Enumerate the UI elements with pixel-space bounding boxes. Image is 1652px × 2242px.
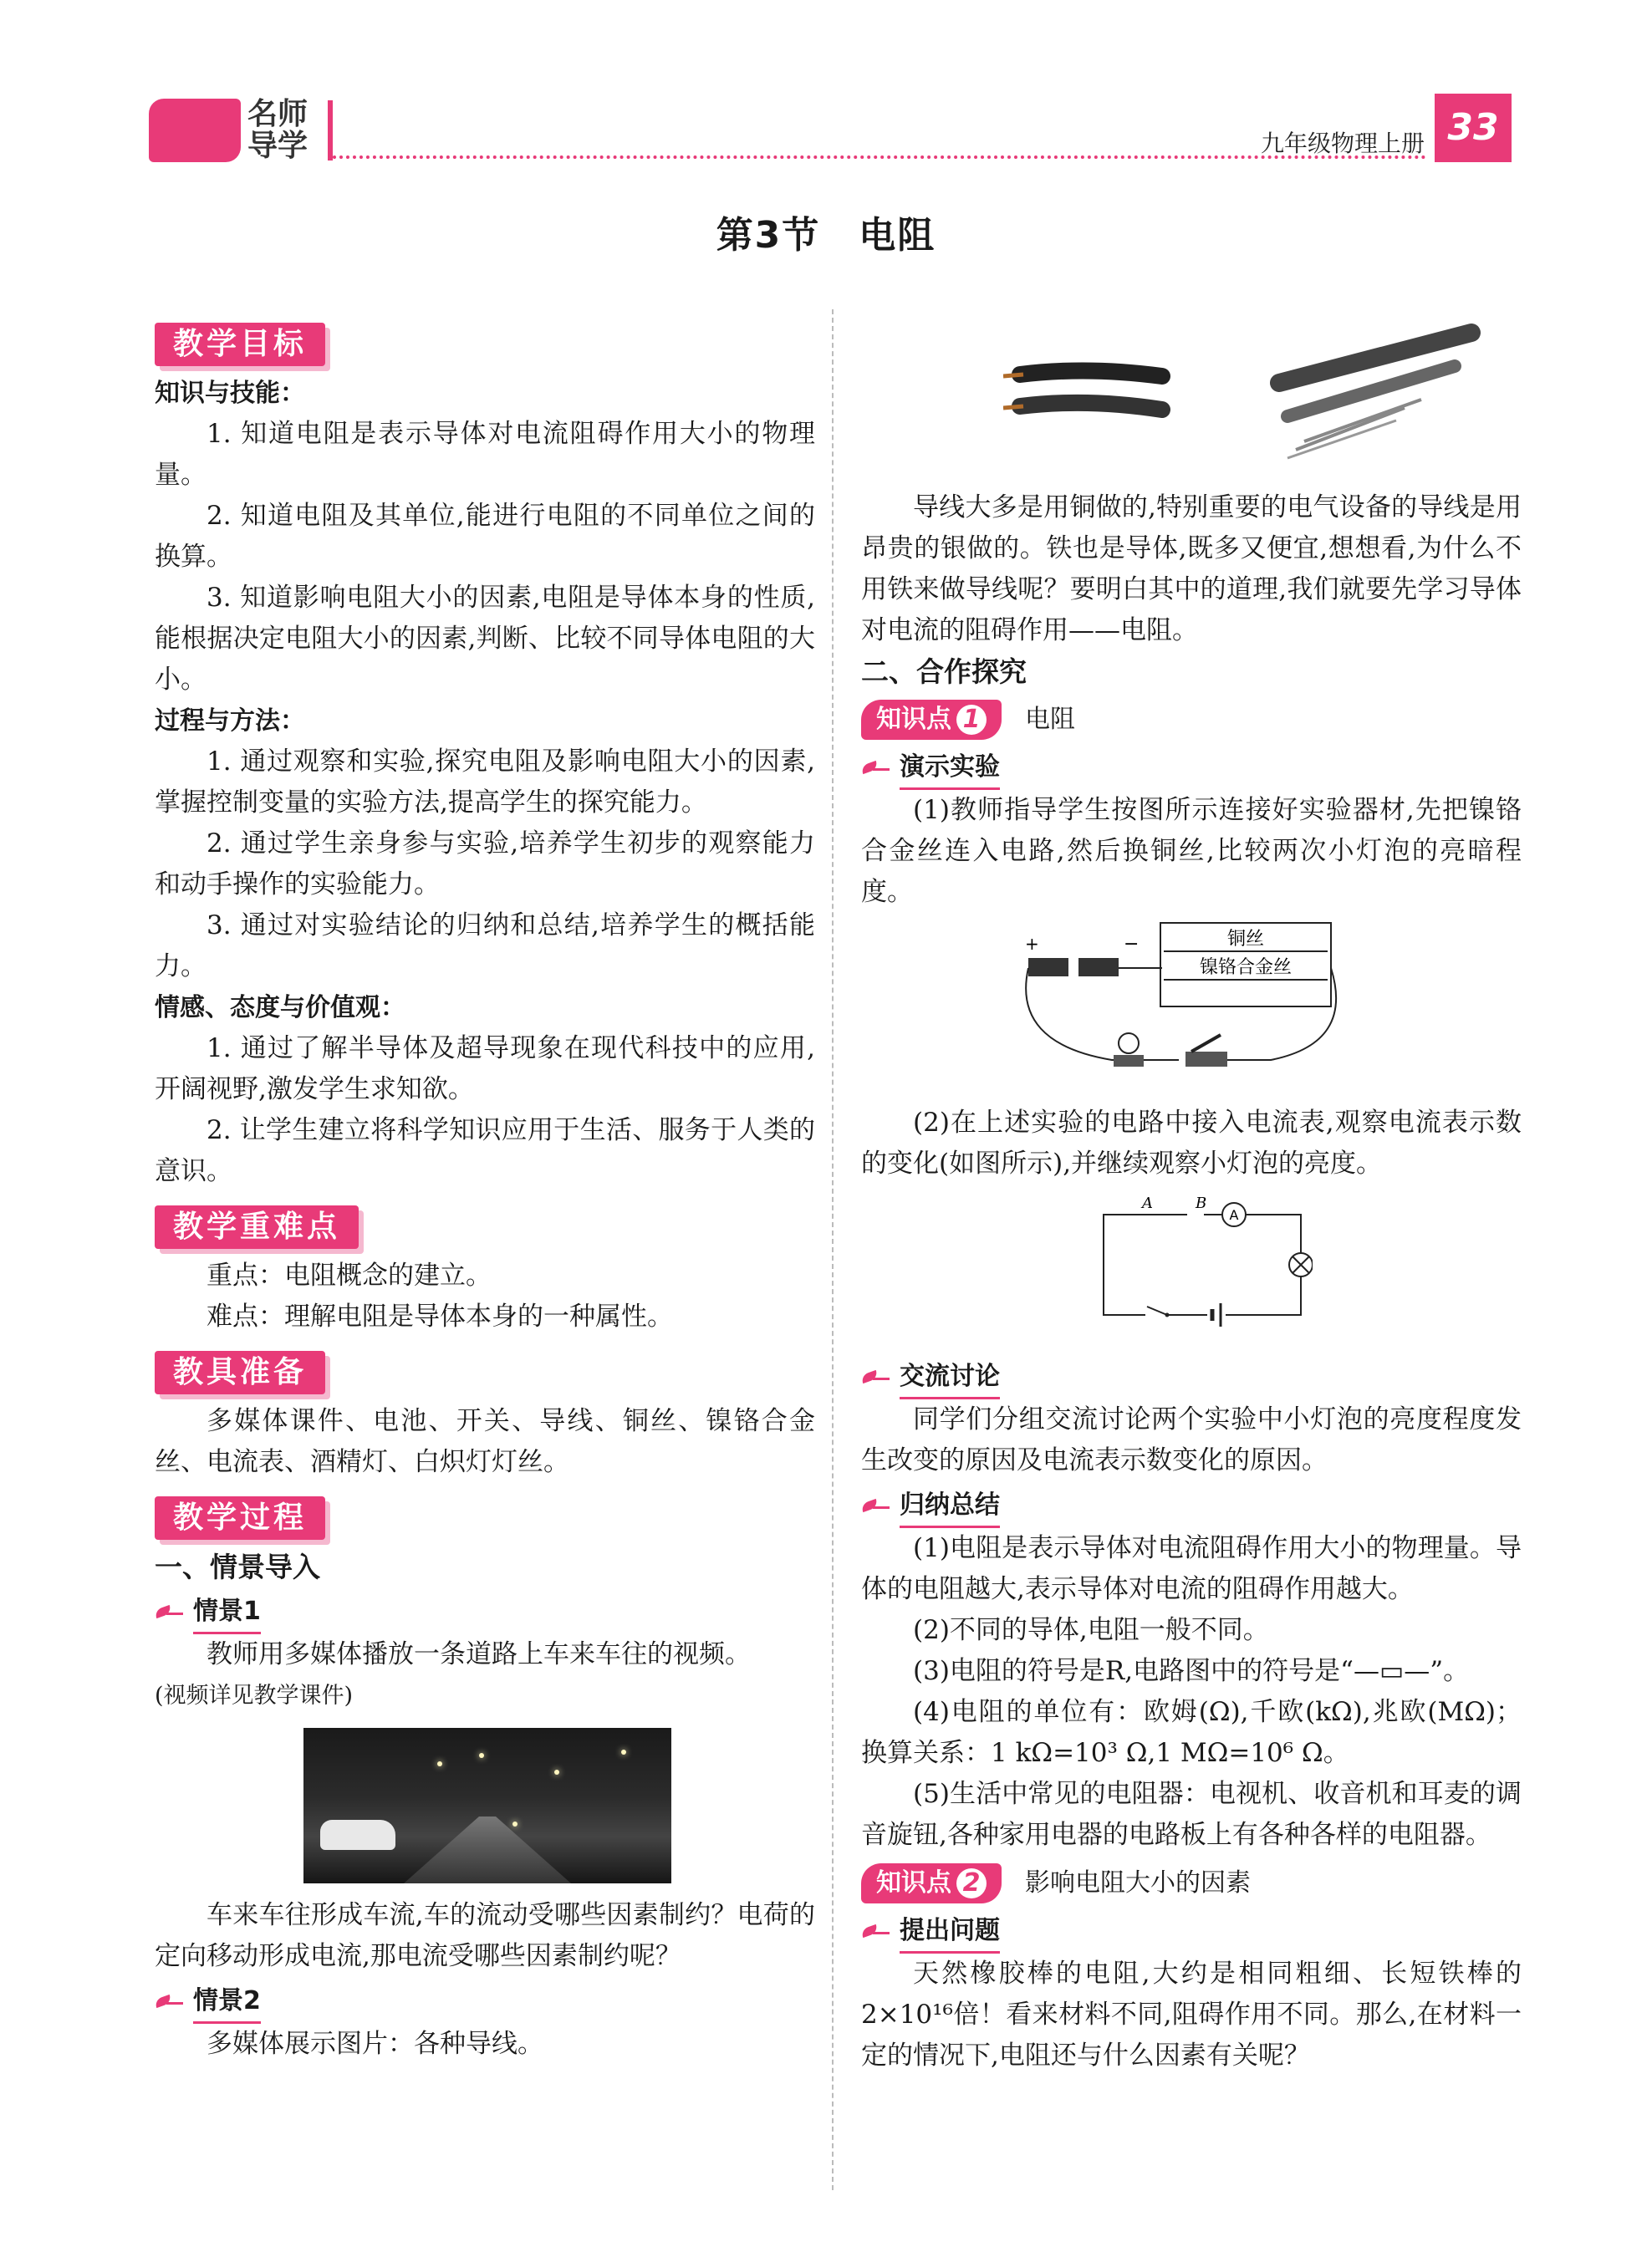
knowledge-point-2 xyxy=(861,1862,1522,1903)
scene1-tag: 情景1 xyxy=(155,1591,815,1634)
pen-mark-icon xyxy=(155,1994,185,2010)
goal-item: 2. 知道电阻及其单位,能进行电阻的不同单位之间的换算。 xyxy=(155,501,815,572)
subhead-knowledge: 知识与技能： xyxy=(155,379,305,408)
switch-icon xyxy=(1185,1052,1227,1067)
street-light xyxy=(512,1822,518,1827)
pen-mark-icon xyxy=(861,1369,891,1386)
discuss-text: 同学们分组交流讨论两个实验中小灯泡的亮度程度发生改变的原因及电流表示数变化的原因。 xyxy=(861,1404,1522,1475)
kp2-title: 影响电阻大小的因素 xyxy=(1025,1868,1251,1898)
kp1-title: 电阻 xyxy=(1025,705,1075,734)
summary-item: (5)生活中常见的电阻器：电视机、收音机和耳麦的调音旋钮,各种家用电器的电路板上有各种各样的电阻器。 xyxy=(861,1779,1522,1850)
point-b-label: B xyxy=(1196,1195,1207,1212)
demo-step-1: (1)教师指导学生按图所示连接好实验器材,先把镍铬合金丝连入电路,然后换铜丝,比较两次小灯泡的亮暗程度。 xyxy=(861,795,1522,907)
key-point: 重点：电阻概念的建立。 xyxy=(206,1261,492,1291)
part-heading-intro: 一、情景导入 xyxy=(155,1551,320,1583)
summary-tag: 归纳总结 xyxy=(861,1485,1522,1528)
pen-mark-icon xyxy=(155,1604,185,1621)
car-shape xyxy=(320,1820,395,1850)
point-a-label: A xyxy=(1142,1195,1153,1212)
kp2-tag: 知识点 2 xyxy=(861,1863,1002,1903)
scene2-text: 多媒体展示图片：各种导线。 xyxy=(206,2029,543,2059)
summary-item: (1)电阻是表示导体对电流阻碍作用大小的物理量。导体的电阻越大,表示导体对电流的阻碍作用越大。 xyxy=(861,1533,1522,1604)
part-heading-explore: 二、合作探究 xyxy=(861,655,1027,688)
scene1-note: (视频详见教学课件) xyxy=(155,1683,354,1709)
difficult-point: 难点：理解电阻是导体本身的一种属性。 xyxy=(206,1302,673,1332)
nichrome-wire-label: 镍铬合金丝 xyxy=(1199,957,1293,978)
wires-illustration xyxy=(1003,316,1505,466)
scene2-tag: 情景2 xyxy=(155,1980,815,2024)
logo-divider xyxy=(328,100,333,161)
wire-text: 导线大多是用铜做的,特别重要的电气设备的导线是用昂贵的银做的。铁也是导体,既多又便宜,想想看,为什么不用铁来做导线呢？要明白其中的道理,我们就要先学习导体对电流的阻碍作用——电阻。 xyxy=(861,492,1522,645)
copper-wire-label: 铜丝 xyxy=(1226,929,1265,950)
night-road-photo xyxy=(303,1728,671,1883)
street-light xyxy=(479,1753,484,1758)
battery-plus-label: + xyxy=(1025,934,1039,954)
logo-badge xyxy=(149,99,241,162)
circuit-diagram-1 xyxy=(1020,918,1354,1085)
page-number: 33 xyxy=(1435,94,1512,162)
goal-item: 1. 知道电阻是表示导体对电流阻碍作用大小的物理量。 xyxy=(155,419,815,490)
scene1-text: 教师用多媒体播放一条道路上车来车往的视频。 xyxy=(206,1639,751,1669)
kp2-number: 2 xyxy=(956,1868,987,1898)
summary-item: (4)电阻的单位有：欧姆(Ω),千欧(kΩ),兆欧(MΩ)；换算关系：1 kΩ=10³ Ω,1 MΩ=10⁶ Ω。 xyxy=(861,1697,1522,1768)
demo-step-2: (2)在上述实验的电路中接入电流表,观察电流表示数的变化(如图所示),并继续观察小灯泡的亮度。 xyxy=(861,1108,1522,1179)
battery-minus-label: − xyxy=(1124,934,1140,955)
knowledge-point-1 xyxy=(861,699,1522,740)
street-light xyxy=(621,1750,626,1755)
section-tag-process: 教学过程 xyxy=(155,1496,325,1540)
logo-line-1: 名师 xyxy=(247,97,308,131)
tools-list: 多媒体课件、电池、开关、导线、铜丝、镍铬合金丝、电流表、酒精灯、白炽灯灯丝。 xyxy=(155,1406,815,1477)
goal-item: 2. 通过学生亲身参与实验,培养学生初步的观察能力和动手操作的实验能力。 xyxy=(155,828,815,899)
street-light xyxy=(437,1761,442,1766)
goal-item: 3. 知道影响电阻大小的因素,电阻是导体本身的性质,能根据决定电阻大小的因素,判断、比较不同导体电阻的大小。 xyxy=(155,583,815,695)
goal-item: 1. 通过了解半导体及超导现象在现代科技中的应用,开阔视野,激发学生求知欲。 xyxy=(155,1033,815,1104)
subhead-process: 过程与方法： xyxy=(155,706,305,736)
pen-mark-icon xyxy=(861,760,891,777)
question-tag: 提出问题 xyxy=(861,1910,1522,1954)
pen-mark-icon xyxy=(861,1498,891,1515)
lamp-icon xyxy=(1119,1033,1139,1053)
page-title: 第3节 电阻 xyxy=(716,214,936,257)
section-tag-tools: 教具准备 xyxy=(155,1351,325,1394)
battery-cell-icon xyxy=(1028,958,1068,976)
summary-item: (2)不同的导体,电阻一般不同。 xyxy=(913,1615,1269,1645)
street-light xyxy=(554,1770,559,1775)
subhead-emotion: 情感、态度与价值观： xyxy=(155,993,405,1022)
ammeter-label: A xyxy=(1229,1207,1239,1223)
pen-mark-icon xyxy=(861,1924,891,1940)
discuss-tag: 交流讨论 xyxy=(861,1356,1522,1399)
question-text: 天然橡胶棒的电阻,大约是相同粗细、长短铁棒的2×10¹⁶倍！看来材料不同,阻碍作用不同。那么,在材料一定的情况下,电阻还与什么因素有关呢？ xyxy=(861,1959,1522,2071)
left-column xyxy=(155,309,815,2065)
scene1-question: 车来车往形成车流,车的流动受哪些因素制约？电荷的定向移动形成电流,那电流受哪些因素制约呢？ xyxy=(155,1900,815,1971)
kp1-number: 1 xyxy=(956,705,987,735)
goal-item: 2. 让学生建立将科学知识应用于生活、服务于人类的意识。 xyxy=(155,1115,815,1186)
demo-tag: 演示实验 xyxy=(861,746,1522,790)
column-divider xyxy=(832,309,834,2190)
battery-cell-icon xyxy=(1078,958,1119,976)
road-shape xyxy=(404,1817,571,1883)
goal-item: 3. 通过对实验结论的归纳和总结,培养学生的概括能力。 xyxy=(155,910,815,981)
kp1-tag: 知识点 1 xyxy=(861,700,1002,740)
circuit-diagram-2 xyxy=(1095,1190,1313,1332)
logo-text xyxy=(247,99,308,162)
goal-item: 1. 通过观察和实验,探究电阻及影响电阻大小的因素,掌握控制变量的实验方法,提高学生的探究能力。 xyxy=(155,746,815,818)
open-switch xyxy=(1147,1307,1167,1315)
section-tag-key-points: 教学重难点 xyxy=(155,1205,359,1249)
right-column xyxy=(861,309,1522,2076)
section-tag-goals: 教学目标 xyxy=(155,323,325,366)
summary-item: (3)电阻的符号是R,电路图中的符号是“—▭—”。 xyxy=(913,1656,1470,1686)
book-label: 九年级物理上册 xyxy=(1261,130,1425,157)
logo-line-2: 导学 xyxy=(247,129,308,163)
